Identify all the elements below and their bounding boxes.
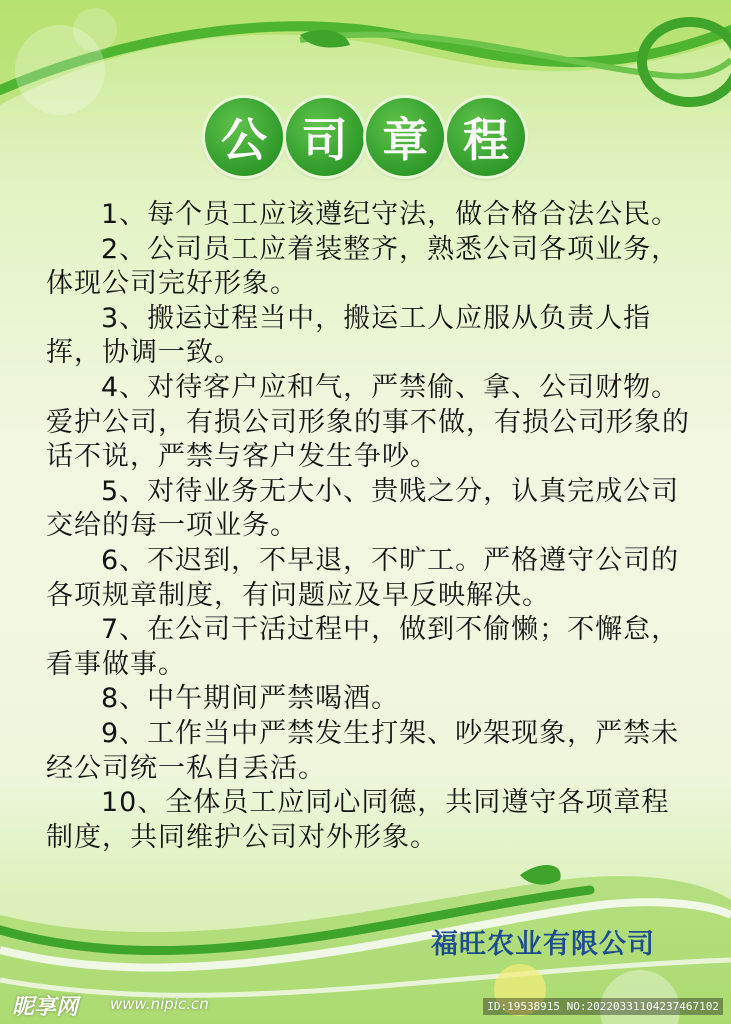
watermark-id: ID:19538915 NO:20220331104237467102 — [483, 998, 723, 1015]
title-char: 公 — [205, 98, 283, 176]
rule-item: 9、工作当中严禁发生打架、吵架现象，严禁未经公司统一私自丢活。 — [46, 717, 680, 784]
title-char: 章 — [366, 98, 444, 176]
rule-item: 10、全体员工应同心同德，共同遵守各项章程制度，共同维护公司对外形象。 — [46, 787, 670, 853]
rule-item: 2、公司员工应着装整齐，熟悉公司各项业务，体现公司完好形象。 — [46, 233, 680, 300]
rule-item: 1、每个员工应该遵纪守法，做合格合法公民。 — [101, 199, 680, 230]
rule-item: 5、对待业务无大小、贵贱之分，认真完成公司交给的每一项业务。 — [46, 475, 680, 542]
rule-item: 7、在公司干活过程中，做到不偷懒；不懈怠，看事做事。 — [46, 614, 680, 680]
rule-item: 4、对待客户应和气，严禁偷、拿、公司财物。爱护公司，有损公司形象的事不做，有损公司形象的话不说，严禁与客户发生争吵。 — [46, 371, 690, 473]
watermark-url: www.nipic.cn — [110, 995, 209, 1013]
title-char: 程 — [447, 98, 525, 176]
company-name: 福旺农业有限公司 — [431, 929, 655, 960]
rule-item: 3、搬运过程当中，搬运工人应服从负责人指挥，协调一致。 — [46, 302, 652, 369]
rule-item: 6、不迟到，不早退，不旷工。严格遵守公司的各项规章制度，有问题应及早反映解决。 — [46, 544, 680, 611]
title-char: 司 — [286, 98, 364, 176]
page-title — [205, 96, 525, 178]
watermark-logo: 昵享网 — [12, 995, 79, 1020]
rules-list — [46, 198, 694, 855]
rule-item: 8、中午期间严禁喝酒。 — [101, 683, 400, 715]
